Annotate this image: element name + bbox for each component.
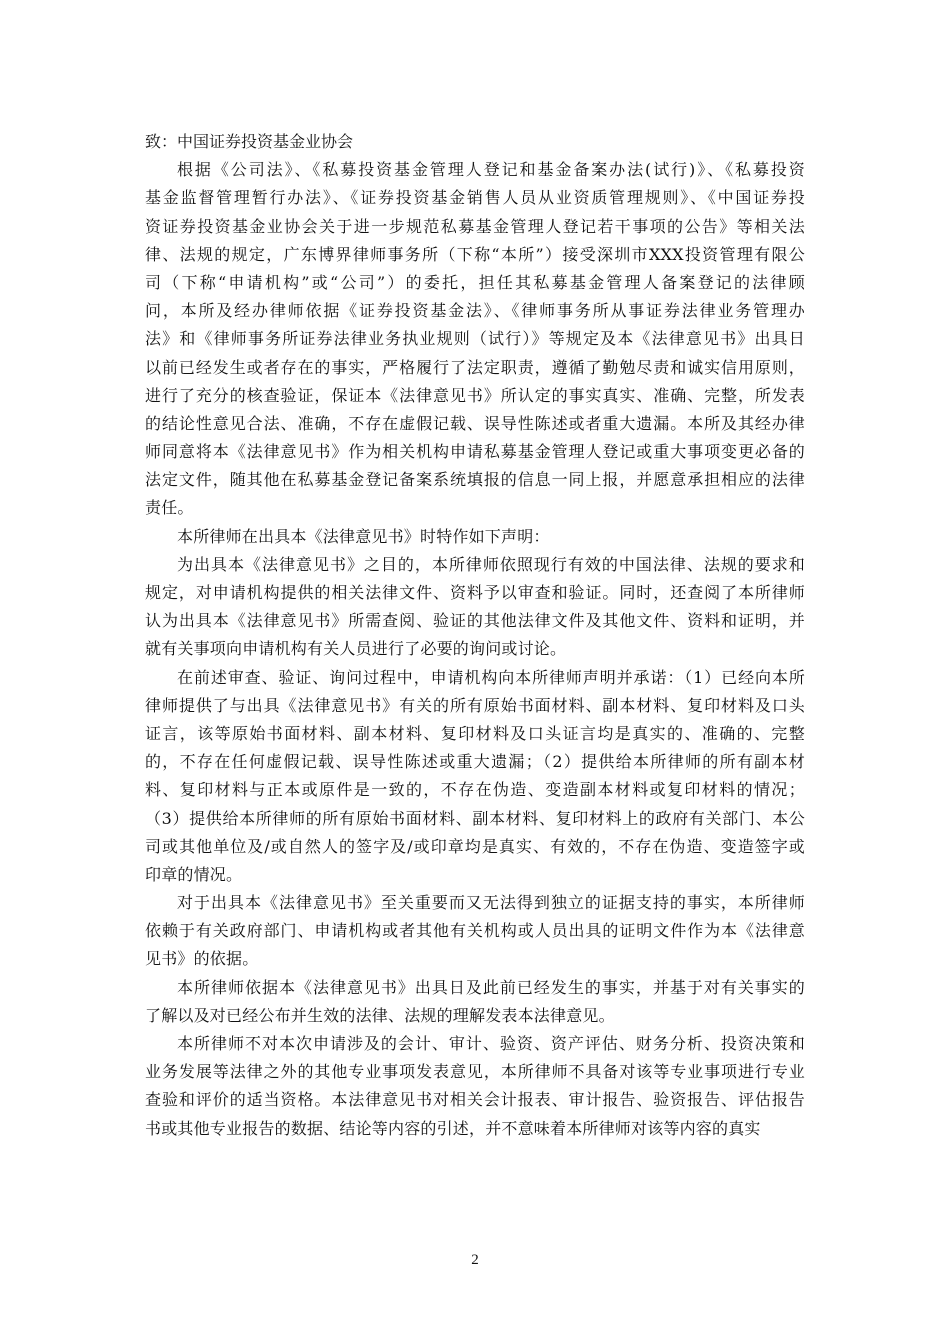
- text-line: 在前述审查、验证、询问过程中，申请机构向本所律师声明并承诺：（1）已经向本所: [177, 667, 805, 687]
- paragraph-reliance: [145, 889, 805, 974]
- text-line: 为出具本《法律意见书》之目的，本所律师依照现行有效的中国法律、法规的要求和: [177, 554, 805, 574]
- text-line: 律师提供了与出具《法律意见书》有关的所有原始书面材料、副本材料、复印材料及口头: [145, 695, 805, 715]
- addressee-line: 致：中国证券投资基金业协会: [145, 132, 354, 151]
- text-line: 了解以及对已经公布并生效的法律、法规的理解发表本法律意见。: [145, 1005, 615, 1025]
- text-line: 基金监督管理暂行办法》、《证券投资基金销售人员从业资质管理规则》、《中国证券投: [145, 188, 805, 208]
- text-line: 司或其他单位及/或自然人的签字及/或印章均是真实、有效的，不存在伪造、变造签字或: [145, 836, 805, 856]
- text-line: 本所律师不对本次申请涉及的会计、审计、验资、资产评估、财务分析、投资决策和: [177, 1034, 805, 1053]
- text-line: （3）提供给本所律师的所有原始书面材料、副本材料、复印材料上的政府有关部门、本公: [145, 808, 805, 828]
- text-line: 资证券投资基金业协会关于进一步规范私募基金管理人登记若干事项的公告》等相关法: [145, 216, 805, 236]
- text-line: 查验和评价的适当资格。本法律意见书对相关会计报表、审计报告、验资报告、评估报告: [145, 1090, 805, 1110]
- text-line: 责任。: [145, 498, 194, 518]
- text-line: 见书》的依据。: [145, 949, 259, 969]
- text-line: 律、法规的规定，广东博界律师事务所（下称“本所”）接受深圳市XXX投资管理有限公: [145, 244, 805, 264]
- text-line: 业务发展等法律之外的其他专业事项发表意见，本所律师不具备对该等专业事项进行专业: [145, 1062, 805, 1082]
- text-line: 依赖于有关政府部门、申请机构或者其他有关机构或人员出具的证明文件作为本《法律意: [145, 921, 805, 941]
- text-line: 对于出具本《法律意见书》至关重要而又无法得到独立的证据支持的事实，本所律师: [177, 893, 805, 913]
- text-line: 问，本所及经办律师依据《证券投资基金法》、《律师事务所从事证券法律业务管理办: [145, 301, 805, 321]
- text-line: 本所律师在出具本《法律意见书》时特作如下声明：: [177, 526, 550, 546]
- text-line: 规定，对申请机构提供的相关法律文件、资料予以审查和验证。同时，还查阅了本所律师: [145, 583, 805, 602]
- text-line: 法定文件，随其他在私募基金登记备案系统填报的信息一同上报，并愿意承担相应的法律: [145, 470, 805, 490]
- text-line: 料、复印材料与正本或原件是一致的，不存在伪造、变造副本材料或复印材料的情况；: [145, 780, 805, 800]
- paragraph-basis: [145, 156, 805, 522]
- text-line: 法》和《律师事务所证券法律业务执业规则（试行）》等规定及本《法律意见书》出具日: [145, 329, 805, 349]
- text-line: 司（下称“申请机构”或“公司”）的委托，担任其私募基金管理人备案登记的法律顾: [145, 272, 805, 292]
- document-body: [145, 128, 805, 1143]
- paragraph-scope-limitation: [145, 1030, 805, 1143]
- text-line: 印章的情况。: [145, 864, 243, 884]
- text-line: 师同意将本《法律意见书》作为相关机构申请私募基金管理人登记或重大事项变更必备的: [145, 442, 805, 462]
- paragraph-declaration-intro: [145, 523, 805, 551]
- text-line: 的，不存在任何虚假记载、误导性陈述或重大遗漏；（2）提供给本所律师的所有副本材: [145, 752, 805, 772]
- paragraph-commitments: [145, 664, 805, 890]
- text-line: 进行了充分的核查验证，保证本《法律意见书》所认定的事实真实、准确、完整，所发表: [145, 385, 805, 405]
- page-number: 2: [471, 1252, 479, 1268]
- text-line: 根据《公司法》、《私募投资基金管理人登记和基金备案办法(试行)》、《私募投资: [177, 160, 805, 180]
- text-line: 认为出具本《法律意见书》所需查阅、验证的其他法律文件及其他文件、资料和证明，并: [145, 611, 805, 631]
- text-line: 本所律师依据本《法律意见书》出具日及此前已经发生的事实，并基于对有关事实的: [177, 977, 805, 997]
- text-line: 证言，该等原始书面材料、副本材料、复印材料及口头证言均是真实的、准确的、完整: [145, 723, 805, 743]
- text-line: 就有关事项向申请机构有关人员进行了必要的询问或讨论。: [145, 639, 567, 659]
- text-line: 以前已经发生或者存在的事实，严格履行了法定职责，遵循了勤勉尽责和诚实信用原则，: [145, 357, 805, 377]
- text-line: 的结论性意见合法、准确，不存在虚假记载、误导性陈述或者重大遗漏。本所及其经办律: [145, 413, 805, 433]
- paragraph-purpose: [145, 551, 805, 664]
- text-line: 书或其他专业报告的数据、结论等内容的引述，并不意味着本所律师对该等内容的真实: [145, 1118, 761, 1138]
- paragraph-opinion-basis: [145, 974, 805, 1030]
